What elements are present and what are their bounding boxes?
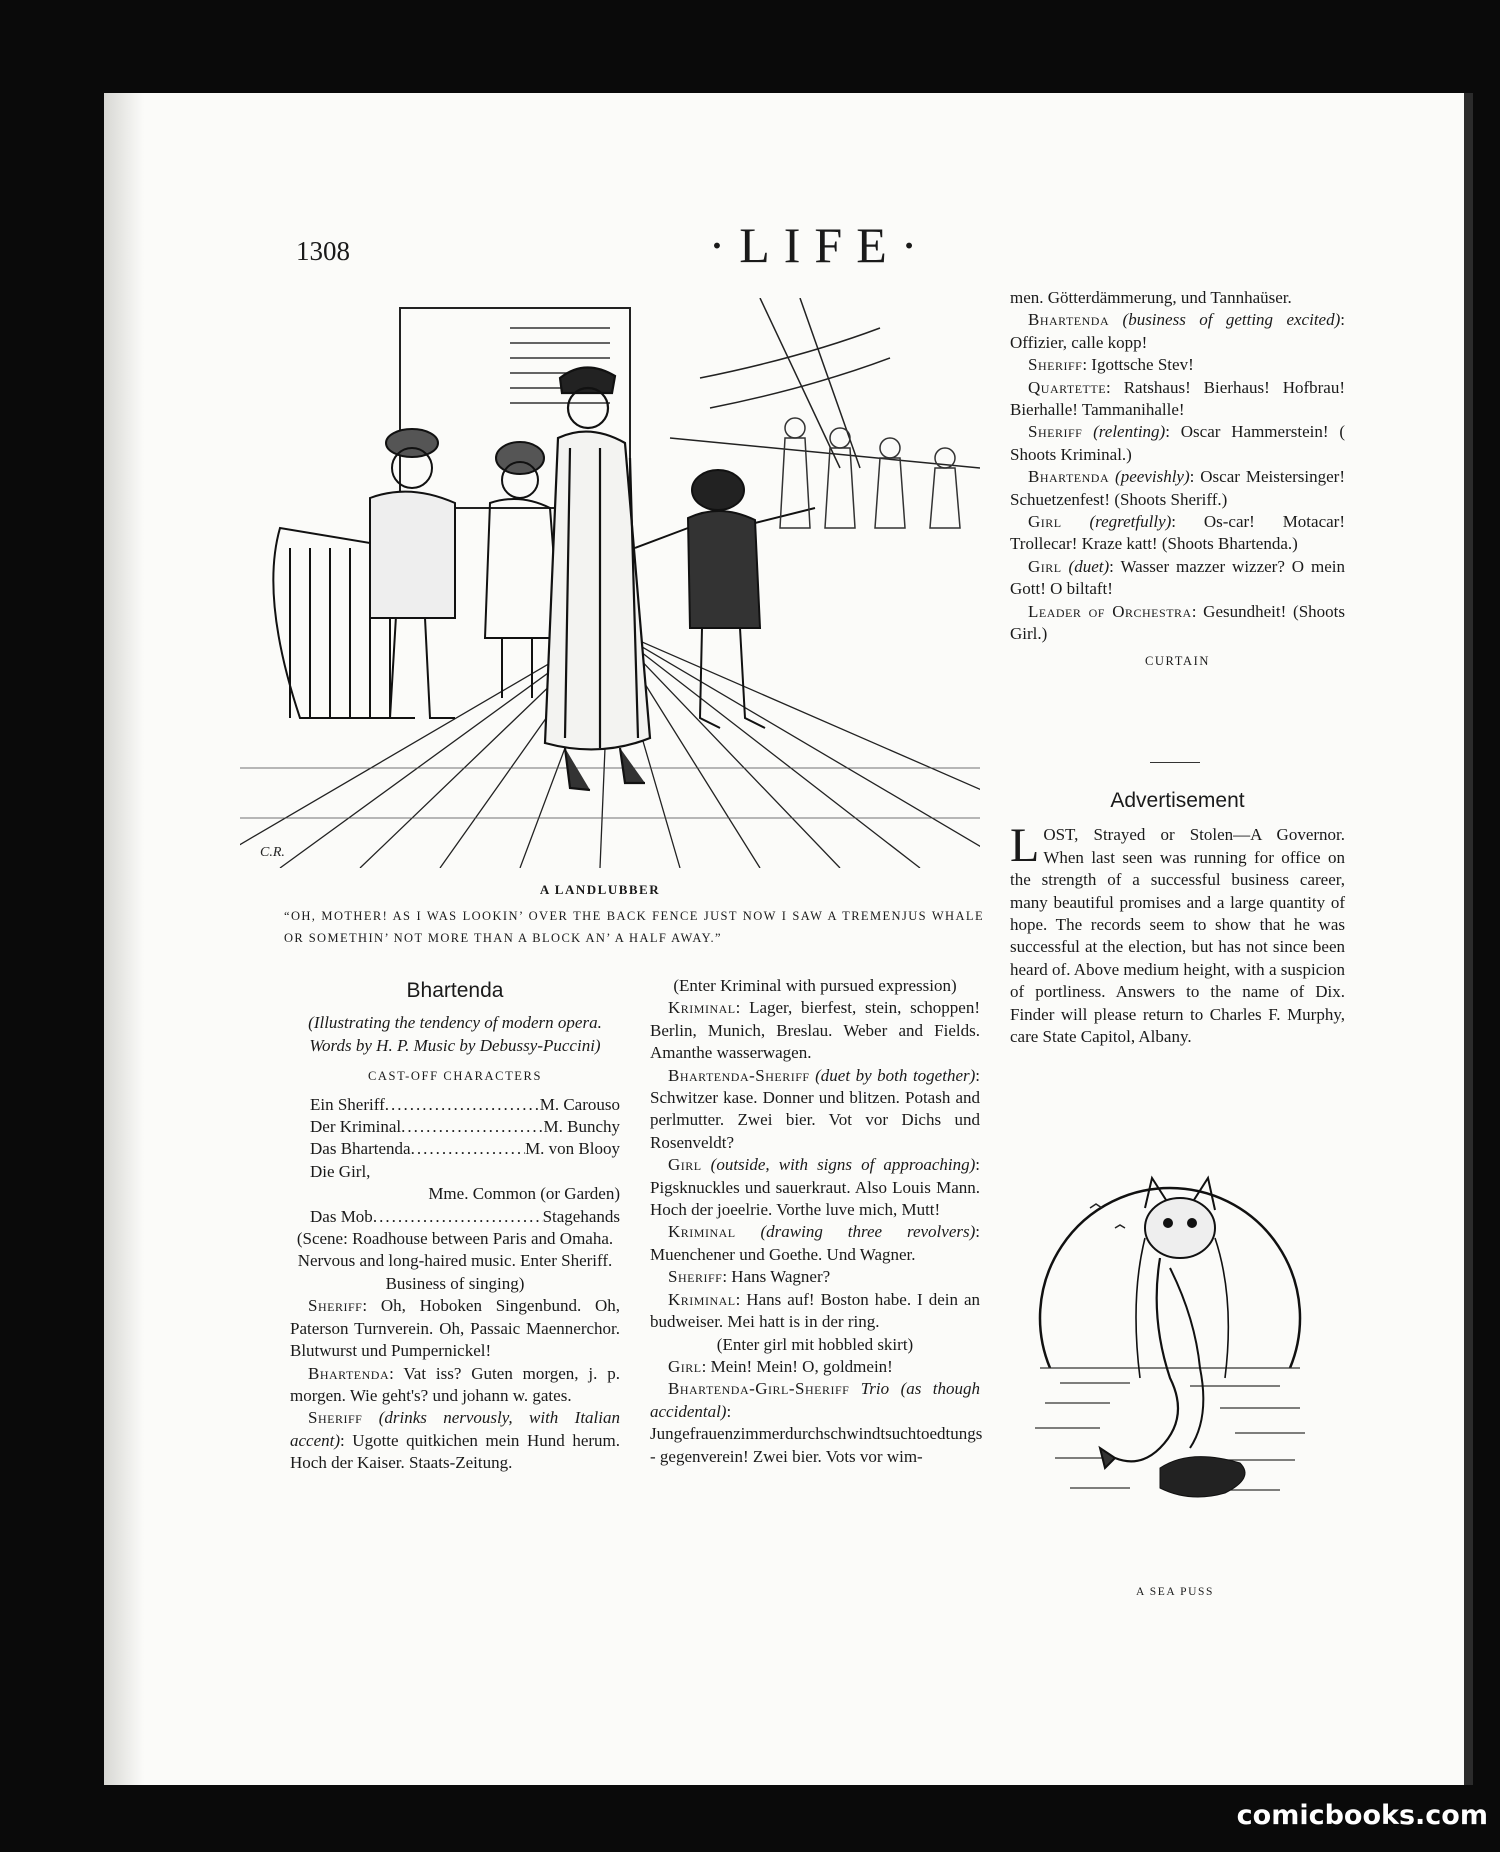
dialogue-line: Sheriff: Hans Wagner? — [668, 1267, 831, 1287]
dialogue-line: Quartette: Ratshaus! Bierhaus! Hofbrau! Bierhalle! Tammanihalle! — [1010, 377, 1345, 420]
dialogue-line: Bhartenda-Sheriff (duet by both together): Schwitzer kase. Donner und blitzen. Potash and perlmutter. Zwei bier. Vot vor Dichs und Rosenveldt? — [650, 1065, 980, 1152]
sea-puss-caption: A SEA PUSS — [1135, 1586, 1214, 1598]
cast-row: Ein Sheriff ..... M. Carouso — [310, 1094, 620, 1116]
dialogue-continuation: men. Götterdämmerung, und Tannhaüser. — [1010, 288, 1292, 307]
dialogue-line: Kriminal: Lager, bierfest, stein, schoppen! Berlin, Munich, Breslau. Weber and Fields. Amanthe wasserwagen. — [650, 998, 980, 1063]
page-number: 1308 — [296, 236, 350, 266]
section-divider — [1150, 762, 1200, 763]
sea-puss-illustration — [1020, 1118, 1320, 1538]
cast-row: Das Mob ..... Stagehands — [310, 1206, 620, 1228]
dialogue-line: Bhartenda (business of getting excited): Offizier, calle kopp! — [1010, 310, 1345, 352]
advertisement-title: Advertisement — [1110, 789, 1245, 812]
article-subtitle: (Illustrating the tendency of modern opera. Words by H. P. Music by Debussy-Puccini) — [308, 1013, 602, 1055]
cast-list — [290, 1094, 620, 1228]
cast-row: Das Bhartenda ..... M. von Blooy — [310, 1138, 620, 1160]
stage-direction: (Enter girl mit hobbled skirt) — [716, 1334, 914, 1354]
dialogue-line: Sheriff (relenting): Oscar Hammerstein! ( Shoots Kriminal.) — [1010, 422, 1345, 464]
column-one — [290, 980, 620, 1475]
dialogue-line: Girl (regretfully): Os-car! Motacar! Trollecar! Kraze katt! (Shoots Bhartenda.) — [1010, 512, 1345, 554]
cast-girl-role: Die Girl, — [310, 1161, 371, 1181]
illustration-caption-text: “OH, MOTHER! AS I WAS LOOKIN’ OVER THE BACK FENCE JUST NOW I SAW A TREMENJUS WHALE OR SOMETHIN’ NOT MORE THAN A BLOCK AN’ A HALF AWAY.” — [284, 909, 984, 945]
illustration-caption-title: A LANDLUBBER — [539, 882, 661, 897]
dialogue-line: Sheriff (drinks nervously, with Italian accent): Ugotte quitkichen mein Hund herum. Hoch der Kaiser. Staats-Zeitung. — [290, 1408, 620, 1473]
stage-direction: (Enter Kriminal with pursued expression) — [673, 976, 957, 995]
dialogue-line: Sheriff: Igottsche Stev! — [1028, 355, 1194, 375]
dialogue-line: Girl (outside, with signs of approaching): Pigsknuckles und sauerkraut. Also Louis Mann. Hoch der joeelrie. Vorthe luve mich, Mutt! — [650, 1155, 980, 1220]
dialogue-line: Leader of Orchestra: Gesundheit! (Shoots Girl.) — [1010, 601, 1345, 644]
cast-heading: CAST-OFF CHARACTERS — [367, 1069, 543, 1084]
scene-direction: (Scene: Roadhouse between Paris and Omaha. Nervous and long-haired music. Enter Sheriff. Business of singing) — [296, 1229, 614, 1293]
landlubber-illustration — [240, 298, 980, 868]
advertisement-section — [1010, 790, 1345, 1048]
dialogue-line: Bhartenda: Vat iss? Guten morgen, j. p. morgen. Wie geht's? und johann w. gates. — [290, 1363, 620, 1405]
cast-girl-actor: Mme. Common (or Garden) — [428, 1184, 620, 1204]
dialogue-line: Kriminal (drawing three revolvers): Muenchener und Goethe. Und Wagner. — [650, 1222, 980, 1264]
masthead-life: ·LIFE· — [708, 217, 932, 273]
dialogue-line: Bhartenda-Girl-Sheriff Trio (as though accidental): Jungefrauenzimmerdurchschwindtsuchtoedtungs - gegenverein! Zwei bier. Vots vor wim- — [650, 1379, 983, 1466]
curtain-label: CURTAIN — [1144, 653, 1210, 668]
column-two — [650, 975, 983, 1468]
binding-spine — [1463, 93, 1473, 1785]
dialogue-line: Bhartenda (peevishly): Oscar Meistersinger! Schuetzenfest! (Shoots Sheriff.) — [1010, 467, 1345, 509]
dialogue-line: Girl (duet): Wasser mazzer wizzer? O mein Gott! O biltaft! — [1010, 556, 1345, 599]
artist-signature: C.R. — [260, 845, 285, 860]
column-three — [1010, 287, 1345, 672]
dialogue-line: Kriminal: Hans auf! Boston habe. I dein an budweiser. Mei hatt is in der ring. — [650, 1289, 980, 1332]
drop-cap: L — [1010, 819, 1040, 873]
dialogue-line: Girl: Mein! Mein! O, goldmein! — [668, 1356, 893, 1376]
site-watermark: comicbooks.com — [1236, 1800, 1488, 1831]
cast-row: Der Kriminal ..... M. Bunchy — [310, 1116, 620, 1138]
advertisement-body: LOST, Strayed or Stolen—A Governor. When last seen was running for office on the strength of a successful business career, many beautiful promises and a large quantity of hope. The records seem to show that he was successful at the election, but has not since been heard of. Above medium height, with a suspicion of portliness. Answers to the name of Dix. Finder will please return to Charles F. Murphy, care State Capitol, Albany. — [1010, 819, 1345, 1047]
article-title: Bhartenda — [406, 979, 504, 1002]
dialogue-line: Sheriff: Oh, Hoboken Singenbund. Oh, Paterson Turnverein. Oh, Passaic Maennerchor. Blutwurst und Pumpernickel! — [290, 1296, 620, 1361]
